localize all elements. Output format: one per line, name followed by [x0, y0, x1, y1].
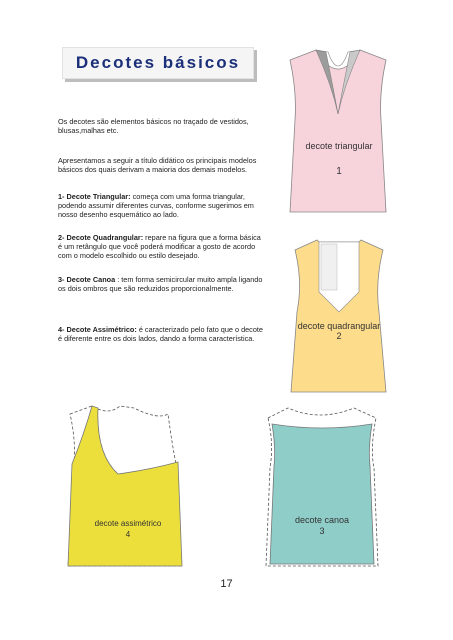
item-text: : tem forma semicircular muito ampla ligando os dois ombros que são reduzidos proporcionalmente. — [58, 275, 263, 293]
item-text: começa com uma forma triangular, podendo assumir diferentes curvas, conforme sugerimos em nosso desenho esquemático ao lado. — [58, 192, 254, 219]
page-title: Decotes básicos — [75, 53, 241, 72]
item-heading: 2- Decote Quadrangular: — [58, 233, 144, 242]
item-text: é caracterizado pelo fato que o decote é diferente entre os dois lados, dando a forma característica. — [58, 325, 263, 343]
intro-paragraph-1: Os decotes são elementos básicos no traçado de vestidos, blusas,malhas etc. — [58, 117, 249, 135]
item-heading: 3- Decote Canoa — [58, 275, 116, 284]
item-heading: 4- Decote Assimétrico: — [58, 325, 137, 334]
item-triangular — [58, 192, 266, 219]
garment-label: decote assimétrico — [94, 519, 162, 528]
garment-canoa — [258, 398, 386, 570]
neckline-lining — [321, 244, 337, 290]
garment-body — [290, 50, 386, 212]
garment-number: 3 — [319, 526, 325, 536]
item-assimetrico — [58, 325, 266, 343]
garment-number: 1 — [336, 166, 342, 177]
garment-label: decote canoa — [294, 515, 350, 525]
garment-number: 4 — [125, 530, 131, 539]
garment-body — [270, 424, 374, 564]
intro-paragraph-2: Apresentamos a seguir a título didático os principais modelos básicos dos quais derivam a maioria dos demais modelos. — [58, 156, 257, 174]
item-text: repare na figura que a forma básica é um retângulo que você poderá modificar a gosto de acordo com o modelo escolhido ou estilo desejado. — [58, 233, 261, 260]
garment-number: 2 — [336, 331, 342, 341]
garment-label: decote triangular — [305, 141, 373, 151]
page-number: 17 — [220, 578, 233, 590]
garment-body — [68, 406, 182, 566]
garment-assimetrico — [58, 394, 190, 574]
garment-label: decote quadrangular — [297, 321, 381, 331]
title-box — [62, 47, 254, 79]
item-quadrangular — [58, 233, 266, 260]
garment-triangular — [282, 40, 394, 220]
garment-quadrangular — [283, 232, 395, 398]
item-heading: 1- Decote Triangular: — [58, 192, 131, 201]
item-canoa — [58, 275, 266, 293]
